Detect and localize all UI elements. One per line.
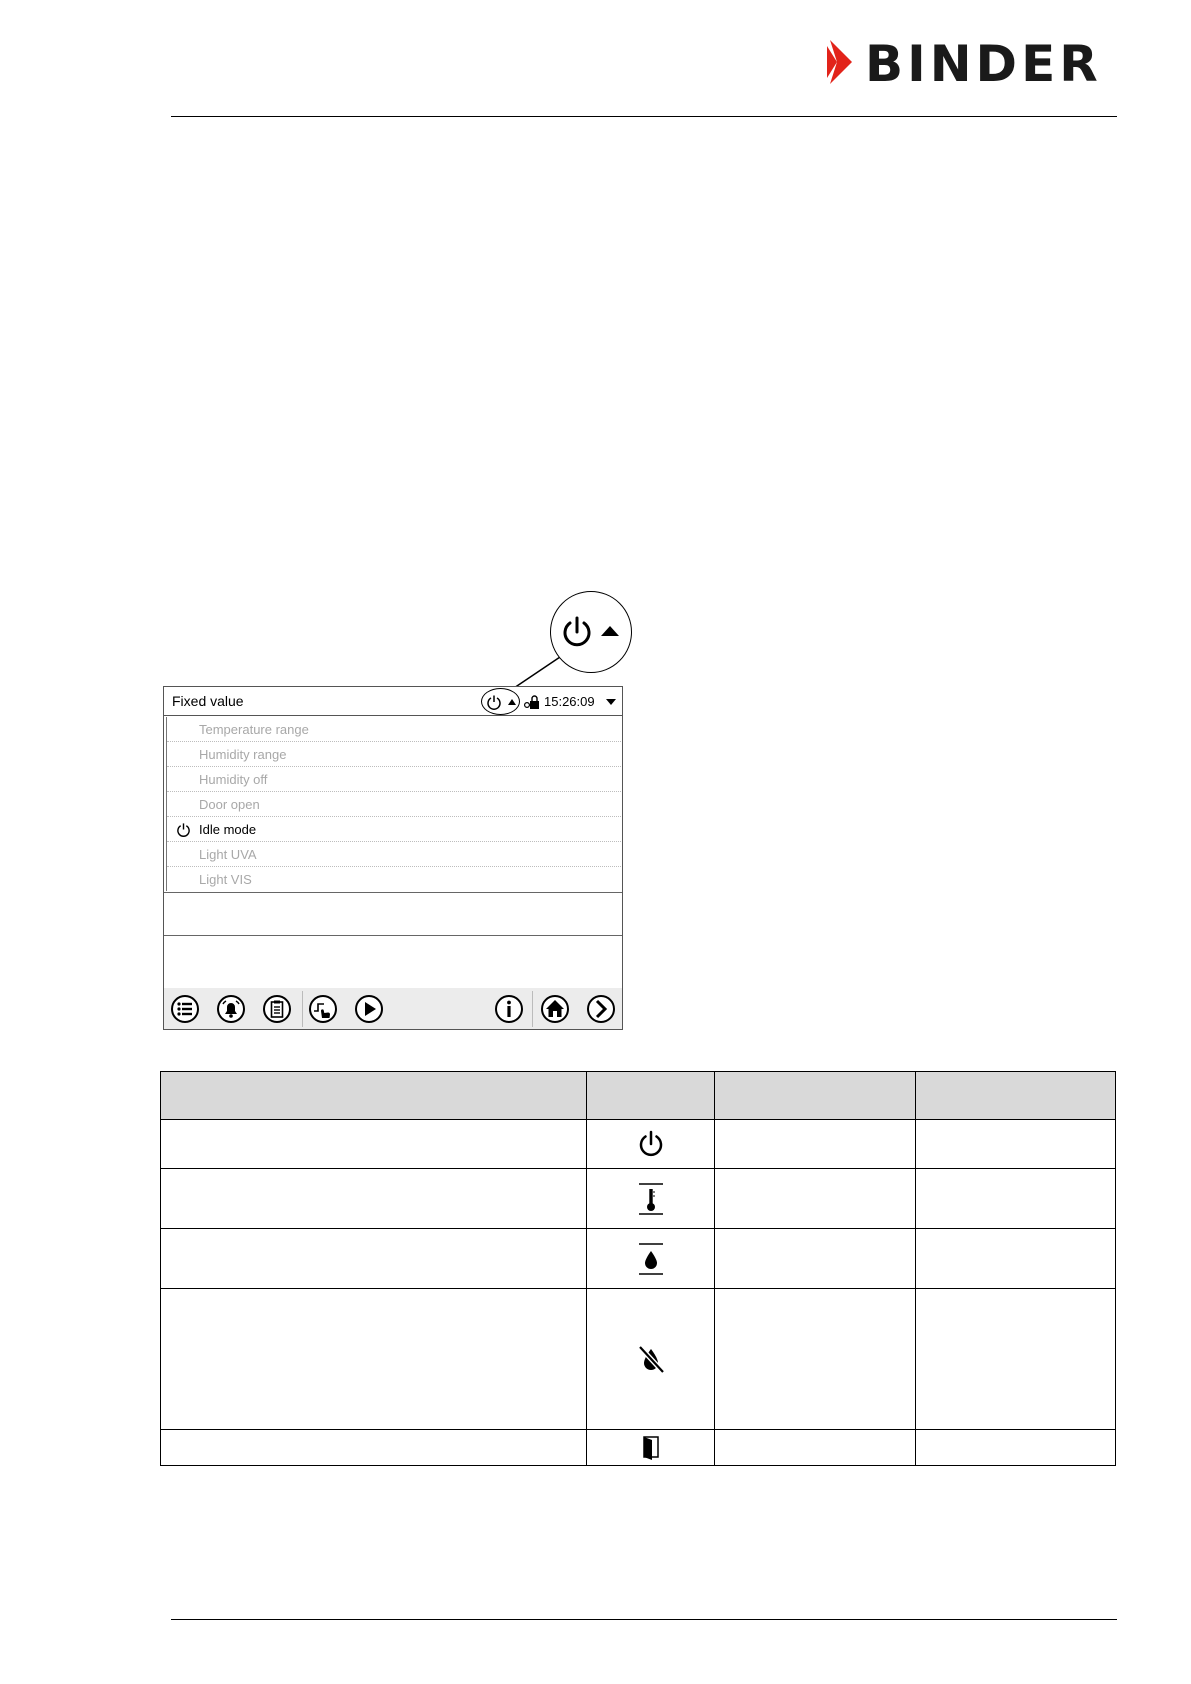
- binder-logo: [827, 35, 1117, 93]
- table-cell: [587, 1229, 715, 1289]
- table-cell: [587, 1430, 715, 1466]
- manual-mode-icon[interactable]: [308, 994, 338, 1024]
- list-item[interactable]: [167, 867, 621, 892]
- zoom-callout: [550, 591, 632, 673]
- triangle-up-icon: [601, 625, 619, 637]
- table-cell: [715, 1229, 916, 1289]
- toolbar-divider: [532, 991, 533, 1027]
- table-cell: [916, 1120, 1116, 1169]
- table-header-cell: [715, 1072, 916, 1120]
- table-row: [161, 1120, 1116, 1169]
- footer-rule: [171, 1619, 1117, 1620]
- notification-list: [166, 717, 621, 891]
- list-item-label: Humidity off: [199, 772, 268, 787]
- table-row: [161, 1169, 1116, 1229]
- menu-icon[interactable]: [170, 994, 200, 1024]
- list-item[interactable]: [167, 792, 621, 817]
- table-cell: [587, 1289, 715, 1430]
- table-cell: [715, 1430, 916, 1466]
- list-item-label: Idle mode: [199, 822, 257, 837]
- table-header-cell: [587, 1072, 715, 1120]
- table-header-cell: [916, 1072, 1116, 1120]
- logo-chevron-icon: [827, 40, 857, 86]
- screen-title: Fixed value: [172, 693, 244, 709]
- table-cell: [161, 1120, 587, 1169]
- table-row: [161, 1430, 1116, 1466]
- next-icon[interactable]: [586, 994, 616, 1024]
- toolbar-divider: [302, 991, 303, 1027]
- humidity-range-icon: [636, 1242, 666, 1276]
- table-header-row: [161, 1072, 1116, 1120]
- list-item[interactable]: [167, 767, 621, 792]
- table-cell: [161, 1229, 587, 1289]
- dropdown-arrow-icon[interactable]: [606, 699, 616, 705]
- door-lock-icon[interactable]: [524, 694, 540, 710]
- header-rule: [171, 116, 1117, 117]
- divider: [164, 935, 622, 936]
- table-row: [161, 1229, 1116, 1289]
- table-cell: [916, 1229, 1116, 1289]
- alarm-icon[interactable]: [216, 994, 246, 1024]
- screen-toolbar: [164, 988, 622, 1029]
- door-open-icon: [639, 1435, 663, 1461]
- power-icon[interactable]: [486, 694, 502, 710]
- list-item[interactable]: [167, 842, 621, 867]
- list-item-label: Door open: [199, 797, 260, 812]
- screen-title-bar: [164, 687, 622, 716]
- list-item[interactable]: [167, 717, 621, 742]
- table-cell: [161, 1430, 587, 1466]
- notes-icon[interactable]: [262, 994, 292, 1024]
- table-cell: [161, 1169, 587, 1229]
- table-cell: [715, 1289, 916, 1430]
- list-item-idle-mode[interactable]: [167, 817, 621, 842]
- power-icon: [559, 614, 595, 650]
- table-cell: [916, 1289, 1116, 1430]
- temperature-range-icon: [636, 1182, 666, 1216]
- power-icon: [176, 822, 191, 837]
- table-cell: [587, 1169, 715, 1229]
- controller-screen: [163, 686, 623, 1030]
- table-cell: [715, 1120, 916, 1169]
- table-cell: [161, 1289, 587, 1430]
- triangle-up-icon[interactable]: [508, 699, 516, 705]
- play-icon[interactable]: [354, 994, 384, 1024]
- table-row: [161, 1289, 1116, 1430]
- clock: 15:26:09: [544, 694, 595, 709]
- home-icon[interactable]: [540, 994, 570, 1024]
- brand-name: BINDER: [865, 35, 1102, 93]
- idle-mode-icon: [636, 1129, 666, 1159]
- list-item-label: Humidity range: [199, 747, 287, 762]
- icon-table: [160, 1071, 1116, 1466]
- table-cell: [587, 1120, 715, 1169]
- table-header-cell: [161, 1072, 587, 1120]
- list-item[interactable]: [167, 742, 621, 767]
- table-cell: [715, 1169, 916, 1229]
- table-cell: [916, 1430, 1116, 1466]
- list-item-label: Temperature range: [199, 722, 309, 737]
- info-icon[interactable]: [494, 994, 524, 1024]
- list-item-label: Light UVA: [199, 847, 257, 862]
- table-cell: [916, 1169, 1116, 1229]
- list-item-label: Light VIS: [199, 872, 252, 887]
- divider: [164, 892, 622, 893]
- humidity-off-icon: [636, 1343, 666, 1375]
